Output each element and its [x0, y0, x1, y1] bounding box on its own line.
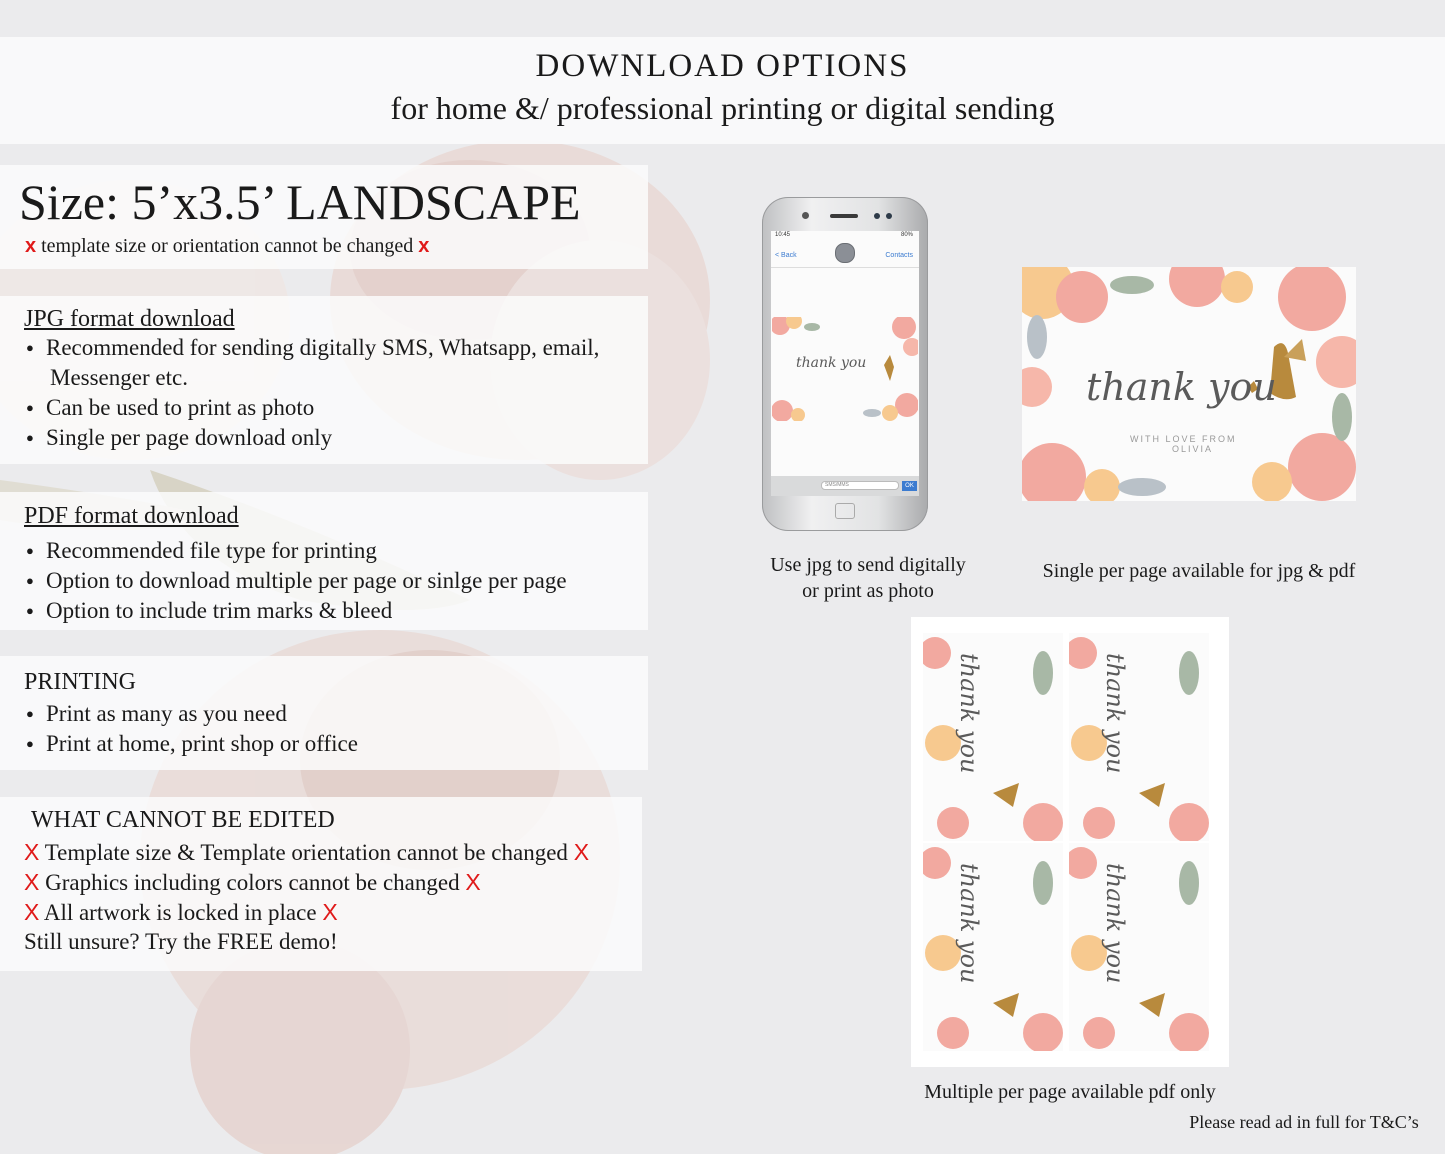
home-button[interactable]: [835, 503, 855, 519]
size-note-text: template size or orientation cannot be changed: [41, 235, 414, 257]
phone-caption: Use jpg to send digitally or print as photo: [770, 554, 966, 602]
red-x-icon: X: [24, 869, 40, 895]
jpg-panel: [0, 296, 648, 464]
messages-header: [771, 241, 919, 268]
input-bar: [771, 476, 919, 496]
printing-panel: [0, 656, 648, 770]
red-x-icon: X: [465, 869, 481, 895]
footnote: Please read ad in full for T&C’s: [1189, 1112, 1419, 1132]
list-item: ● Option to include trim marks & bleed: [24, 596, 567, 626]
message-input[interactable]: SMS/MMS: [821, 481, 899, 490]
back-link[interactable]: < Back: [775, 252, 797, 259]
card-thank-you: thank you: [1086, 365, 1277, 409]
status-bar: [771, 231, 919, 241]
list-item: ● Single per page download only: [24, 423, 599, 453]
phone-camera-2: [886, 213, 892, 219]
card-name: OLIVIA: [1172, 444, 1214, 454]
red-x-icon: X: [322, 899, 338, 925]
contact-avatar: [835, 243, 855, 263]
red-x-icon: X: [24, 899, 40, 925]
status-battery: 80%: [900, 232, 913, 238]
red-x-icon: X: [24, 839, 40, 865]
list-item: ● Print as many as you need: [24, 699, 358, 729]
header-banner: [0, 37, 1445, 144]
jpg-title: JPG format download: [24, 306, 235, 332]
pdf-list: [24, 536, 567, 626]
list-item: Messenger etc.: [50, 365, 188, 390]
phone-mockup: [762, 197, 928, 531]
card-with-love: WITH LOVE FROM: [1130, 434, 1237, 444]
status-time: 10:45: [775, 232, 791, 238]
demo-note: Still unsure? Try the FREE demo!: [24, 929, 338, 954]
phone-camera: [874, 213, 880, 219]
not-editable-panel: [0, 797, 642, 971]
red-x-icon: X: [573, 839, 590, 865]
not-editable-item: X Template size & Template orientation cannot be changed X: [24, 839, 590, 865]
phone-screen: [771, 231, 919, 496]
multiple-caption: Multiple per page available pdf only: [924, 1081, 1216, 1103]
pdf-panel: [0, 492, 648, 630]
size-note: [25, 235, 429, 258]
printing-title: PRINTING: [24, 669, 136, 695]
list-item: ● Print at home, print shop or office: [24, 729, 358, 759]
jpg-list: [24, 333, 599, 453]
list-item: ● Recommended for sending digitally SMS, Whatsapp, email,: [24, 333, 599, 363]
mini-thank-you: thank you: [796, 355, 867, 371]
contacts-link[interactable]: Contacts: [885, 252, 913, 259]
message-image: [772, 317, 918, 421]
not-editable-title: WHAT CANNOT BE EDITED: [31, 807, 335, 833]
phone-camera-3: [802, 212, 809, 219]
multi-card: thank you: [923, 633, 1063, 841]
multi-page-sheet: [911, 617, 1229, 1067]
multi-card: thank you: [923, 843, 1063, 1051]
send-button[interactable]: OK: [902, 481, 917, 491]
not-editable-item: X All artwork is locked in place X: [24, 899, 338, 925]
page-subtitle: for home &/ professional printing or digital sending: [390, 90, 1055, 126]
red-x-icon: x: [418, 235, 430, 257]
size-panel: [0, 165, 648, 269]
multi-card: thank you: [1069, 843, 1209, 1051]
phone-speaker: [830, 214, 858, 218]
list-item: ● Recommended file type for printing: [24, 536, 567, 566]
page-title: DOWNLOAD OPTIONS: [535, 48, 910, 84]
pdf-title: PDF format download: [24, 503, 239, 529]
multi-card: thank you: [1069, 633, 1209, 841]
size-title: Size: 5’x3.5’ LANDSCAPE: [19, 174, 581, 230]
printing-list: [24, 699, 358, 759]
single-card-preview: [1022, 267, 1356, 501]
red-x-icon: x: [25, 235, 37, 257]
not-editable-item: X Graphics including colors cannot be changed X: [24, 869, 481, 895]
single-caption: Single per page available for jpg & pdf: [1042, 560, 1356, 582]
list-item: ● Can be used to print as photo: [24, 393, 599, 423]
list-item: ● Option to download multiple per page or sinlge per page: [24, 566, 567, 596]
